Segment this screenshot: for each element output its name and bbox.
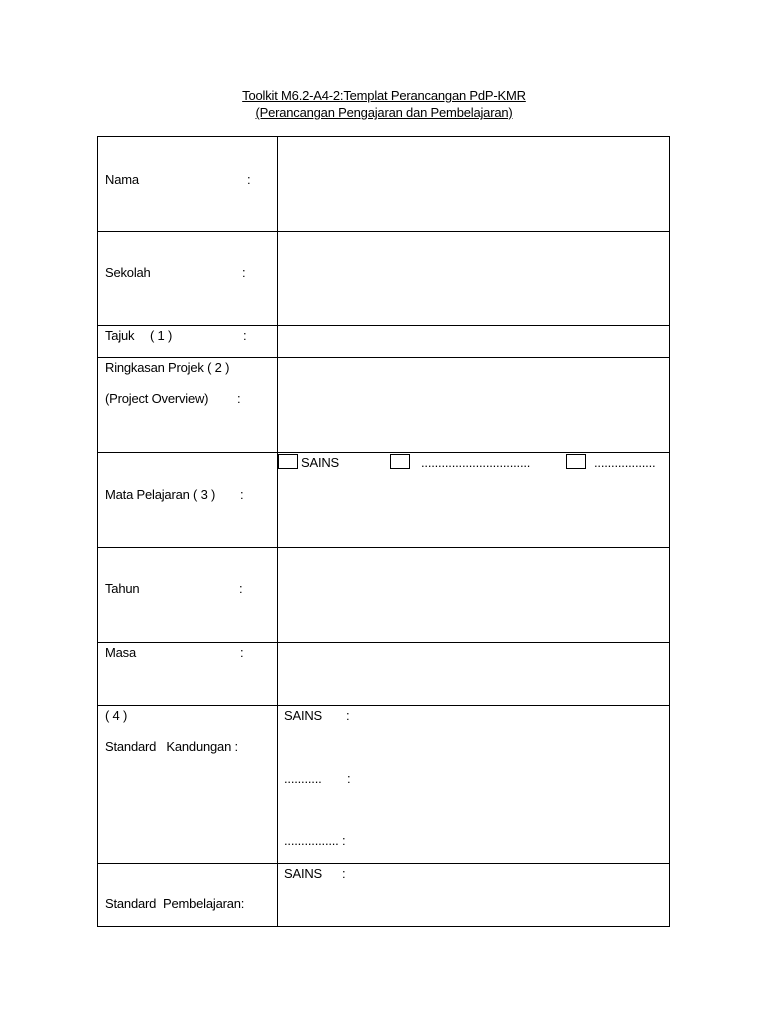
subject-options-cell [278, 453, 670, 548]
label-tahun: Tahun [105, 581, 140, 596]
option-2-label: ................................ [421, 455, 531, 470]
label-cell-masa [98, 643, 278, 706]
checkbox-option-2[interactable] [390, 454, 410, 469]
kandungan-sains-colon: : [346, 708, 350, 723]
pembelajaran-sains-colon: : [342, 866, 346, 881]
label-kandungan-number: ( 4 ) [105, 708, 128, 723]
input-tahun[interactable] [278, 548, 670, 643]
label-cell-ringkasan [98, 358, 278, 453]
row-standard-pembelajaran [98, 864, 670, 927]
kandungan-line-2-label: ........... [284, 771, 322, 786]
input-tajuk[interactable] [278, 326, 670, 358]
label-cell-standard-kandungan [98, 706, 278, 864]
colon-nama: : [247, 172, 251, 187]
label-tajuk: Tajuk [105, 328, 135, 343]
input-sekolah[interactable] [278, 232, 670, 326]
label-cell-mata-pelajaran [98, 453, 278, 548]
row-ringkasan [98, 358, 670, 453]
planning-form-table [97, 136, 670, 927]
label-cell-sekolah [98, 232, 278, 326]
colon-ringkasan: : [237, 391, 241, 406]
row-masa [98, 643, 670, 706]
label-sekolah: Sekolah [105, 265, 151, 280]
row-tajuk [98, 326, 670, 358]
colon-tahun: : [239, 581, 243, 596]
label-cell-nama [98, 137, 278, 232]
input-standard-pembelajaran[interactable] [278, 864, 670, 927]
label-tajuk-number: ( 1 ) [150, 328, 173, 343]
option-3-label: .................. [594, 455, 656, 470]
row-nama [98, 137, 670, 232]
label-standard-kandungan: Standard Kandungan : [105, 739, 238, 754]
input-nama[interactable] [278, 137, 670, 232]
checkbox-option-3[interactable] [566, 454, 586, 469]
kandungan-line-3-label: ................ : [284, 833, 346, 848]
label-ringkasan: Ringkasan Projek ( 2 ) [105, 360, 230, 375]
label-mata-pelajaran: Mata Pelajaran ( 3 ) [105, 487, 216, 502]
row-tahun [98, 548, 670, 643]
row-mata-pelajaran [98, 453, 670, 548]
row-sekolah [98, 232, 670, 326]
input-masa[interactable] [278, 643, 670, 706]
option-sains-label: SAINS [301, 455, 340, 470]
label-cell-tajuk [98, 326, 278, 358]
input-ringkasan[interactable] [278, 358, 670, 453]
colon-tajuk: : [243, 328, 247, 343]
pembelajaran-sains-label: SAINS [284, 866, 323, 881]
checkbox-sains[interactable] [278, 454, 298, 469]
label-project-overview: (Project Overview) [105, 391, 209, 406]
label-masa: Masa [105, 645, 136, 660]
kandungan-sains-label: SAINS [284, 708, 323, 723]
label-standard-pembelajaran: Standard Pembelajaran: [105, 896, 245, 911]
kandungan-line-2-colon: : [347, 771, 351, 786]
colon-masa: : [240, 645, 244, 660]
label-cell-standard-pembelajaran [98, 864, 278, 927]
input-standard-kandungan[interactable] [278, 706, 670, 864]
colon-mata-pelajaran: : [240, 487, 244, 502]
label-cell-tahun [98, 548, 278, 643]
row-standard-kandungan [98, 706, 670, 864]
document-title: Toolkit M6.2-A4-2:Templat Perancangan PdP-KMR [242, 88, 526, 103]
label-nama: Nama [105, 172, 139, 187]
document-subtitle: (Perancangan Pengajaran dan Pembelajaran) [255, 105, 513, 120]
colon-sekolah: : [242, 265, 246, 280]
